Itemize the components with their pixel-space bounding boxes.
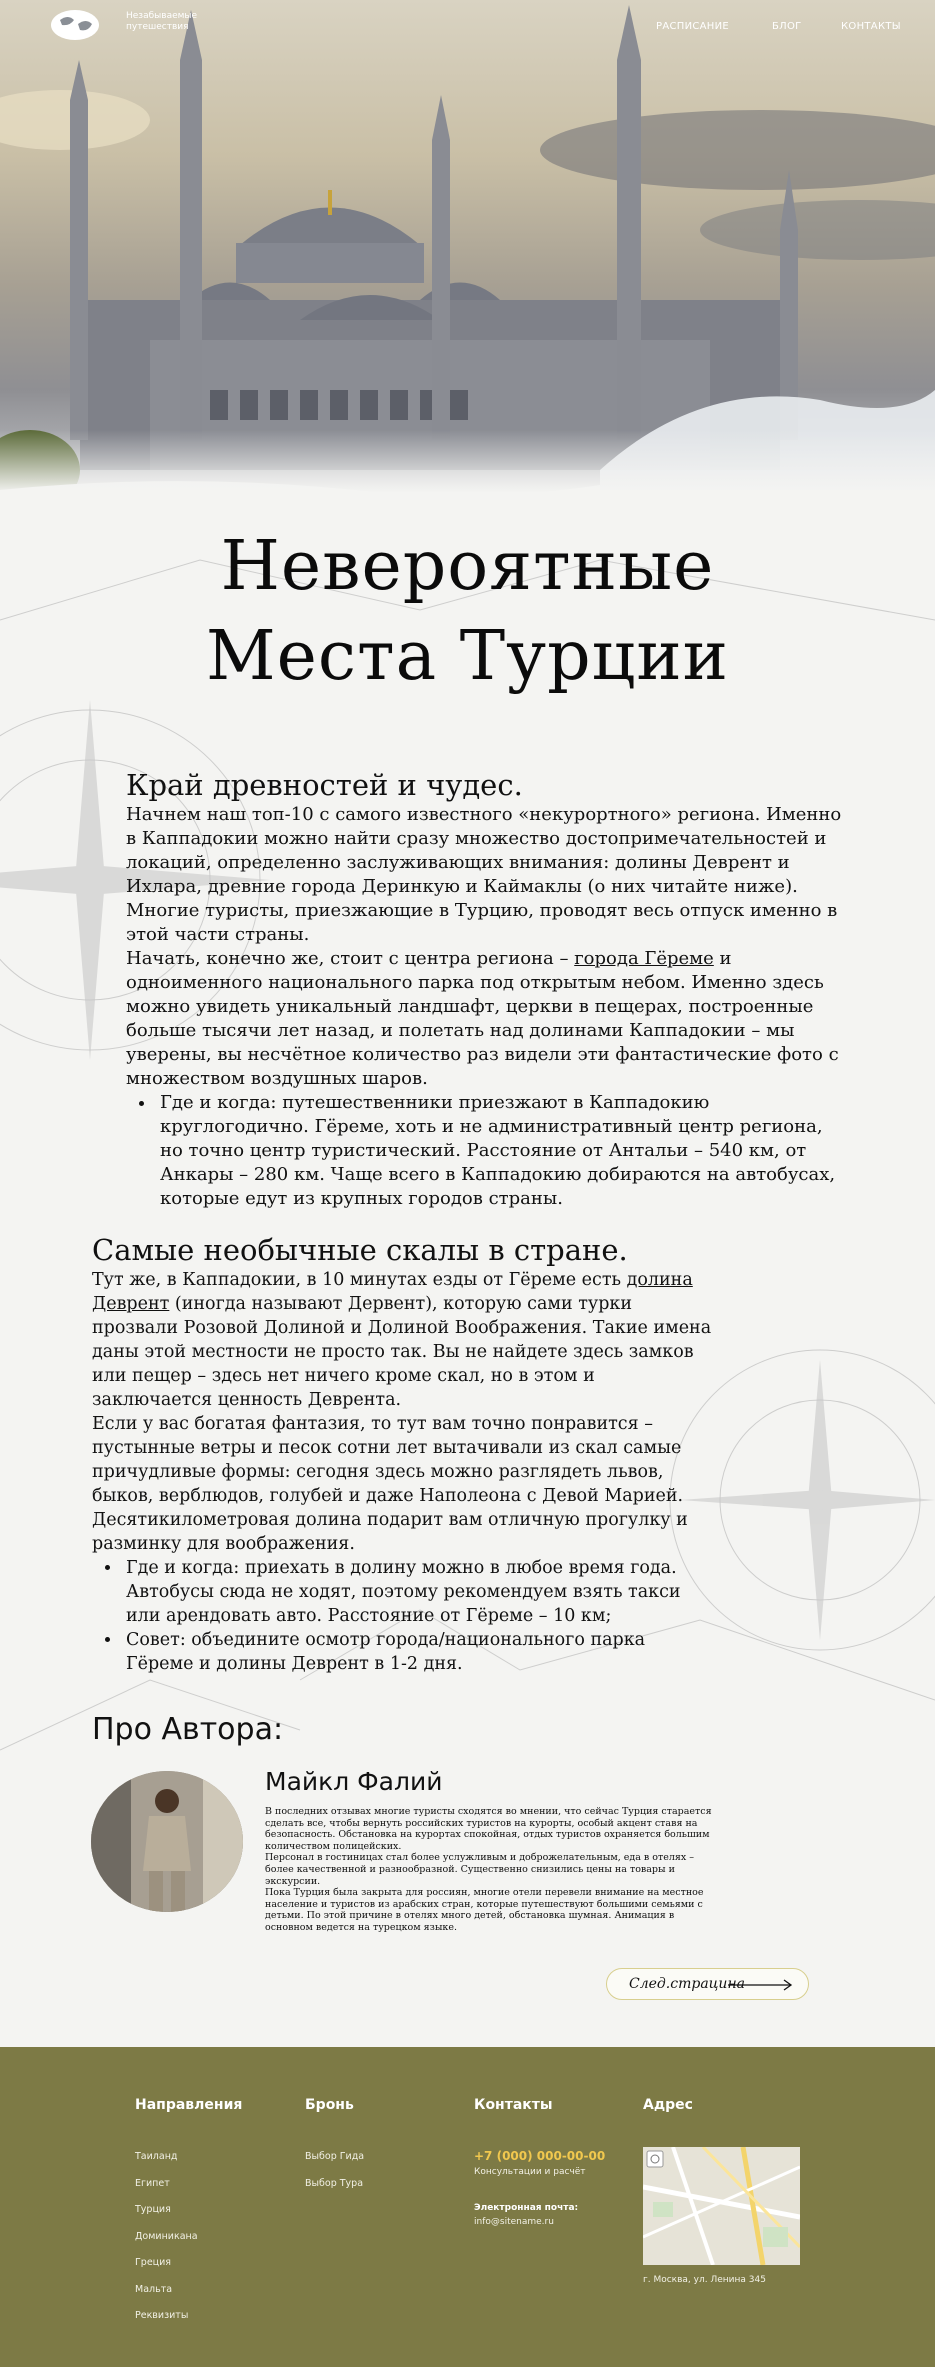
footer-link-requisites[interactable]: Реквизиты: [135, 2310, 189, 2321]
map-image: [643, 2147, 800, 2265]
nav-schedule[interactable]: РАСПИСАНИЕ: [656, 21, 729, 32]
list-item: • Где и когда: путешественники приезжают в Каппадокию круглогодично. Гёреме, хоть и не административный центр региона, но точно центр туристический. Расстояние от Антальи – 540 км, от Анкары – 280 км. Чаще всего в Каппадокию добираются на автобусах, которые едут из крупных городов страны.: [156, 1091, 846, 1211]
nav-blog[interactable]: БЛОГ: [772, 21, 802, 32]
section-1-list: [156, 1091, 846, 1211]
author-section-title: Про Автора:: [92, 1712, 284, 1747]
paragraph-text: Тут же, в Каппадокии, в 10 минутах езды от Гёреме есть: [92, 1270, 627, 1290]
footer-contacts-column: [474, 2097, 605, 2227]
author-bio-paragraph-3: Пока Турция была закрыта для россиян, многие отели перевели внимание на местное население и туристов из арабских стран, которые путешествуют большими семьями с детьми. По этой причине в отелях много детей, обстановка шумная. Анимация в основном ведется на турецком языке.: [265, 1887, 704, 1933]
section-2-paragraph-1: [92, 1268, 712, 1412]
footer-phone[interactable]: +7 (000) 000-00-00: [474, 2149, 606, 2163]
footer-link-guide[interactable]: Выбор Гида: [305, 2151, 365, 2162]
footer-booking-heading: Бронь: [305, 2097, 354, 2113]
footer-link-malta[interactable]: Мальта: [135, 2283, 173, 2295]
hero-banner: [0, 0, 935, 520]
paragraph-text: Начать, конечно же, стоит с центра региона –: [126, 948, 575, 969]
person-photo: [91, 1771, 243, 1912]
author-name: Майкл Фалий: [265, 1767, 443, 1796]
title-line-2: Места Турции: [206, 617, 729, 696]
paragraph-text: и одноименного национального парка под открытым небом. Именно здесь можно увидеть уникальный ландшафт, церкви в пещерах, построенные больше тысячи лет назад, и полетать над долинами Каппадокии – мы уверены, вы несчётное количество раз видели эти фантастические фото с множеством воздушных шаров.: [126, 948, 839, 1089]
section-2-paragraph-2: Если у вас богатая фантазия, то тут вам точно понравится – пустынные ветры и песок сотни лет вытачивали из скал самые причудливые формы: сегодня здесь можно разглядеть львов, быков, верблюдов, голубей и даже Наполеона с Девой Марией. Десятикилометровая долина подарит вам отличную прогулку и разминку для воображения.: [92, 1414, 688, 1554]
footer-address: г. Москва, ул. Ленина 345: [643, 2275, 766, 2285]
footer-address-heading: Адрес: [643, 2097, 693, 2113]
author-avatar: [91, 1771, 243, 1912]
footer-link-tour[interactable]: Выбор Тура: [305, 2177, 364, 2189]
footer-link-egypt[interactable]: Египет: [135, 2177, 170, 2189]
devrent-valley-link[interactable]: долина Деврент: [92, 1270, 693, 1314]
next-page-label: След.страцина: [629, 1976, 746, 1992]
footer-contacts-heading: Контакты: [474, 2097, 553, 2113]
section-2-heading: Самые необычные скалы в стране.: [92, 1233, 628, 1267]
footer-address-column: [643, 2097, 693, 2151]
footer-link-greece[interactable]: Греция: [135, 2257, 172, 2268]
list-item: • Совет: объедините осмотр города/национального парка Гёреме и долины Деврент в 1-2 дня.: [122, 1628, 712, 1676]
title-line-1: Невероятные: [220, 527, 715, 606]
footer-phone-note: Консультации и расчёт: [474, 2167, 586, 2177]
section-2-list: [122, 1556, 712, 1676]
footer-link-thailand[interactable]: Таиланд: [135, 2151, 178, 2162]
footer-booking-column: [305, 2097, 364, 2204]
nav-contacts[interactable]: КОНТАКТЫ: [841, 21, 901, 32]
list-item: • Где и когда: приехать в долину можно в любое время года. Автобусы сюда не ходят, поэтому рекомендуем взять такси или арендовать авто. Расстояние от Гёреме – 10 км;: [122, 1556, 712, 1628]
author-bio-paragraph-2: Персонал в гостиницах стал более услужливым и доброжелательным, еда в отелях – более качественной и разнообразной. Существенно снизились цены на товары и экскурсии.: [265, 1852, 695, 1887]
footer-email[interactable]: info@sitename.ru: [474, 2217, 554, 2227]
author-bio: [265, 1806, 715, 1934]
author-bio-paragraph-1: В последних отзывах многие туристы сходятся во мнении, что сейчас Турция старается сделать все, чтобы вернуть российских туристов на курорты, особый акцент ставя на безопасность. Обстановка на курортах спокойная, отдых туристов охраняется большим количеством полицейских.: [265, 1806, 712, 1852]
page-title: [120, 522, 815, 702]
section-1-paragraph-2: [126, 947, 846, 1091]
footer-email-label: Электронная почта:: [474, 2203, 579, 2213]
footer-directions-heading: Направления: [135, 2097, 243, 2113]
footer-directions-column: [135, 2097, 242, 2337]
globe-logo-icon[interactable]: [50, 8, 100, 42]
footer-link-dominicana[interactable]: Доминикана: [135, 2230, 198, 2242]
logo-text[interactable]: Незабываемые путешествия: [126, 11, 198, 32]
arrow-right-icon: [728, 1979, 794, 1991]
next-page-button[interactable]: [606, 1968, 809, 2000]
paragraph-text: (иногда называют Дервент), которую сами турки прозвали Розовой Долиной и Долиной Воображения. Такие имена даны этой местности не просто так. Вы не найдете здесь замков или пещер – здесь нет ничего кроме скал, но в этом и заключается ценность Деврента.: [92, 1294, 712, 1410]
article-section-1: [126, 767, 846, 1211]
section-1-heading: Край древностей и чудес.: [126, 768, 523, 802]
footer-link-turkey[interactable]: Турция: [135, 2204, 171, 2215]
address-map[interactable]: [643, 2147, 800, 2265]
article-section-2: [92, 1232, 712, 1676]
section-1-paragraph-1: Начнем наш топ-10 с самого известного «некурортного» региона. Именно в Каппадокии можно найти сразу множество достопримечательностей и локаций, определенно заслуживающих внимания: долины Деврент и Ихлара, древние города Деринкую и Каймаклы (о них читайте ниже). Многие туристы, приезжающие в Турцию, проводят весь отпуск именно в этой части страны.: [126, 804, 842, 945]
goreme-link[interactable]: города Гёреме: [574, 948, 714, 969]
